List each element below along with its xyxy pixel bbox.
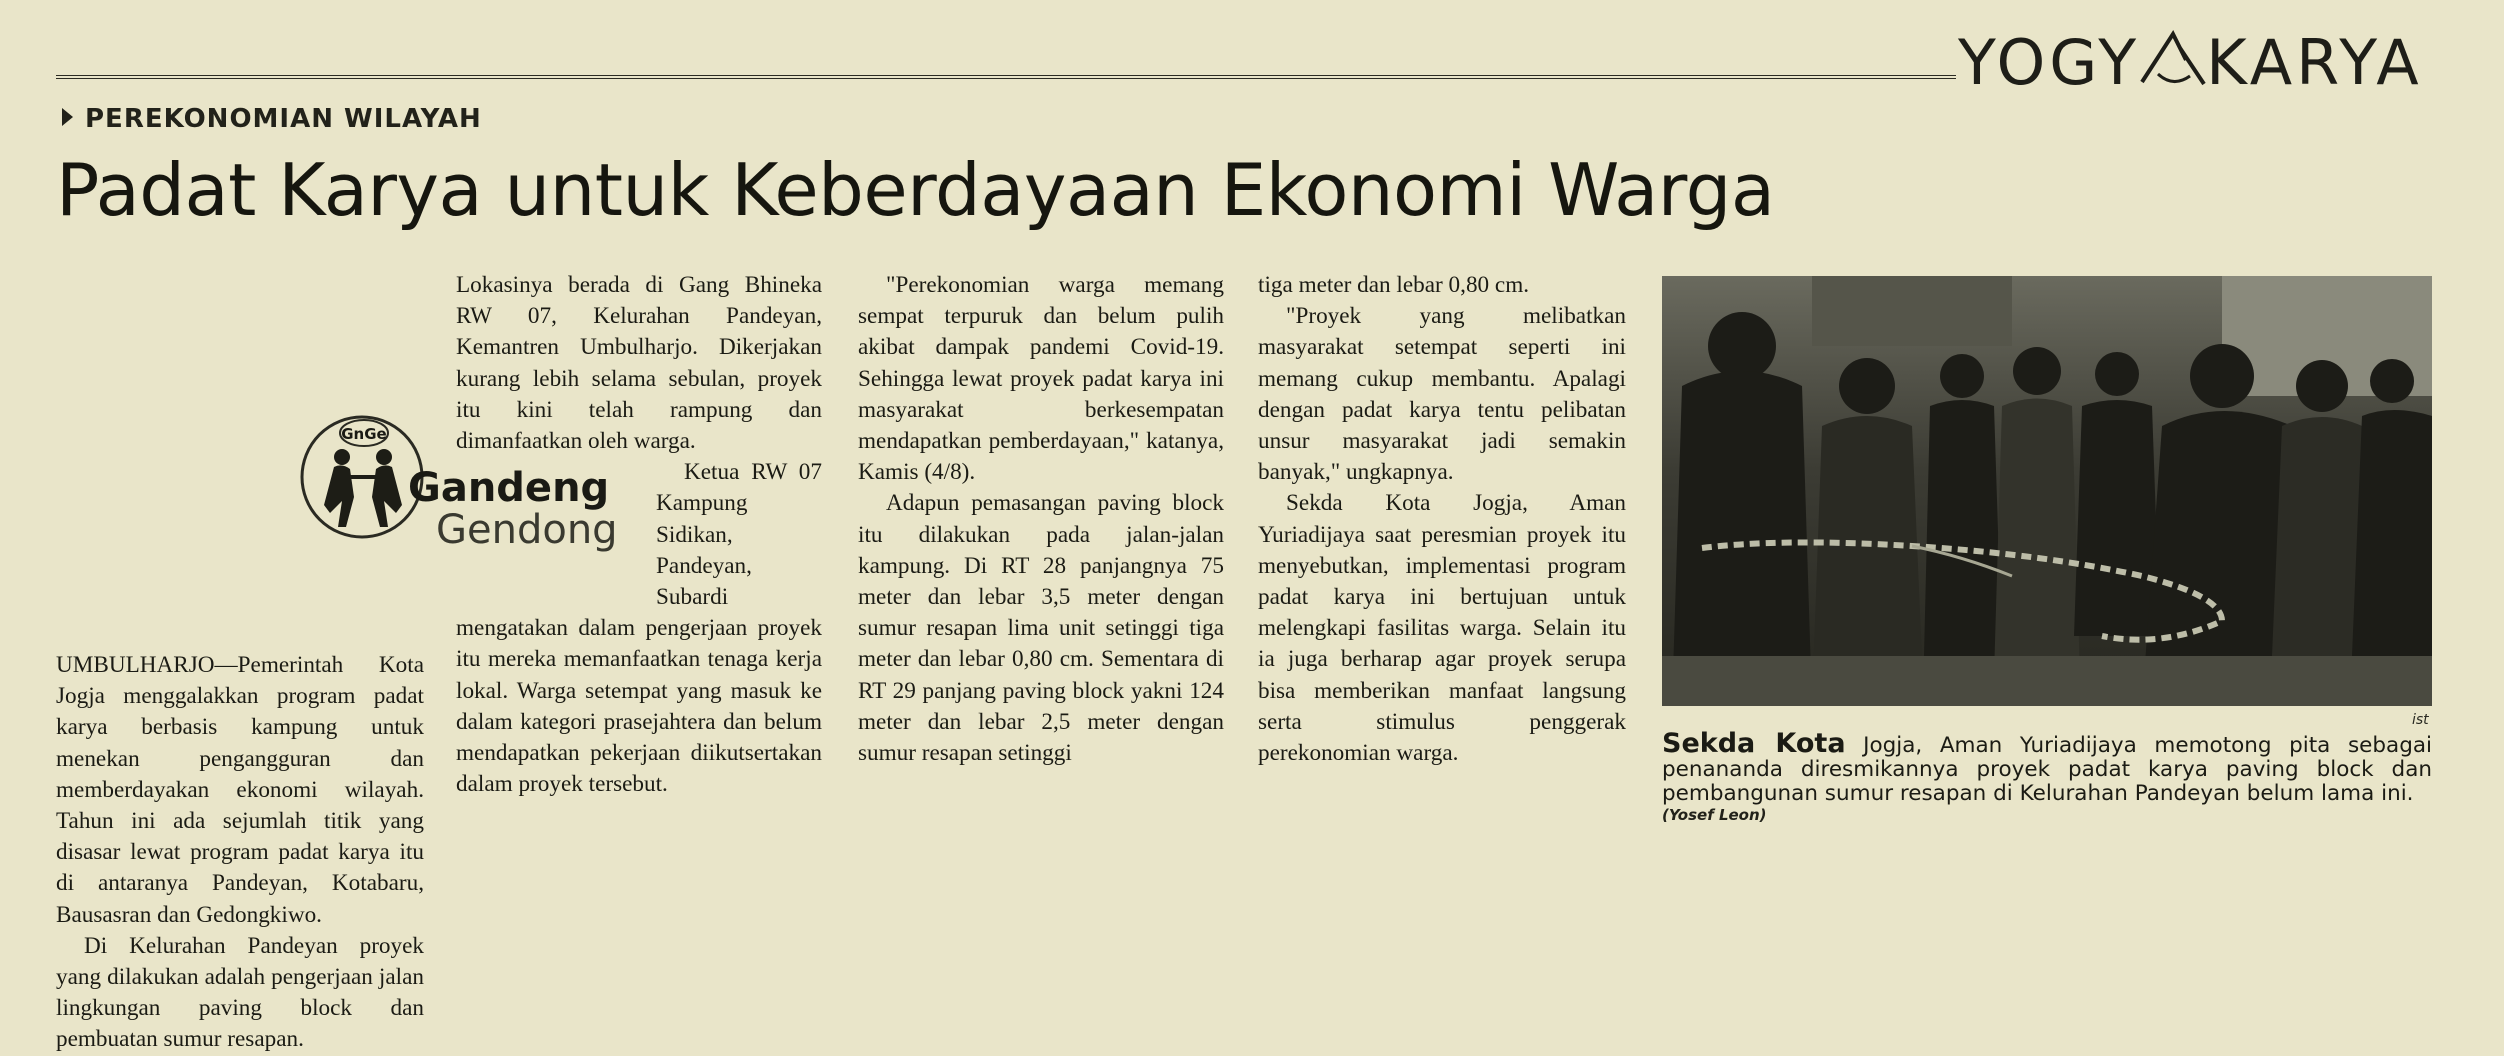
paragraph: tiga meter dan lebar 0,80 cm. — [1258, 272, 1530, 298]
kicker-label: PEREKONOMIAN WILAYAH — [85, 104, 482, 134]
paragraph: Di Kelurahan Pandeyan proyek yang dilakukan adalah pengerjaan jalan lingkungan paving block dan pembuatan sumur resapan. — [56, 932, 424, 1053]
triangle-right-icon — [62, 108, 73, 126]
headline: Padat Karya untuk Keberdayaan Ekonomi Warga — [56, 148, 1775, 232]
ribbon-cutting-photo — [1662, 276, 2432, 706]
paragraph: Lokasinya berada di Gang Bhineka RW 07, Kelurahan Pandeyan, Kemantren Umbulharjo. Dikerjakan kurang lebih selama sebulan, proyek itu kini telah rampung dan dimanfaatkan oleh warga. — [456, 272, 822, 455]
photo-credit: ist — [2412, 712, 2429, 728]
brand-right: KARYA — [2206, 26, 2423, 99]
photo-caption — [1662, 728, 2432, 824]
article-column-3 — [858, 270, 1224, 769]
paragraph: Adapun pemasangan paving block itu dilakukan pada jalan-jalan kampung. Di RT 28 panjangnya 75 meter dan lebar 3,5 meter dengan sumur resapan lima unit setinggi tiga meter dan lebar 0,80 cm. Sementara di RT 29 panjang paving block yakni 124 meter dan lebar 2,5 meter dengan sumur resapan setinggi — [858, 490, 1224, 767]
caption-text: Jogja, Aman Yuriadijaya memotong pita sebagai penananda diresmikannya proyek padat karya paving block dan pembangunan sumur resapan di Kelurahan Pandeyan belum lama ini. — [1662, 733, 2432, 806]
tugu-monument-icon — [2140, 26, 2206, 90]
paragraph: "Perekonomian warga memang sempat terpuruk dan belum pulih akibat dampak pandemi Covid-19. Sehingga lewat proyek padat karya ini masyarakat berkesempatan mendapatkan pemberdayaan," katanya, Kamis (4/8). — [858, 272, 1224, 486]
masthead-brand — [1958, 26, 2423, 99]
brand-left: YOGY — [1958, 26, 2141, 99]
article-column-4 — [1258, 270, 1626, 769]
badge-word-gendong: Gendong — [436, 507, 618, 553]
masthead-rule — [56, 75, 1956, 79]
photo-image — [1662, 276, 2432, 706]
paragraph: "Proyek yang melibatkan masyarakat setempat seperti ini memang cukup membantu. Apalagi dengan padat karya tentu pelibatan unsur masyarakat jadi semakin banyak," ungkapnya. — [1258, 303, 1626, 486]
badge-word-gandeng: Gandeng — [408, 465, 610, 511]
article-column-1 — [56, 270, 424, 1056]
photo-byline: (Yosef Leon) — [1662, 806, 1767, 824]
gandeng-gendong-badge — [300, 395, 630, 565]
svg-text:GnGe: GnGe — [341, 425, 387, 443]
paragraph: Ketua RW 07 Kampung Sidikan, Pandeyan, Subardi mengatakan dalam pengerjaan proyek itu mereka memanfaatkan tenaga kerja lokal. Warga setempat yang masuk ke dalam kategori prasejahtera dan belum mendapatkan pekerjaan diikutsertakan dalam proyek tersebut. — [456, 459, 822, 798]
caption-lead: Sekda Kota — [1662, 728, 1846, 759]
section-kicker — [62, 104, 482, 134]
paragraph: Sekda Kota Jogja, Aman Yuriadijaya saat peresmian proyek itu menyebutkan, implementasi program padat karya ini bertujuan untuk melengkapi fasilitas warga. Selain itu ia juga berharap agar proyek serupa bisa memberikan manfaat langsung serta stimulus penggerak perekonomian warga. — [1258, 490, 1626, 767]
paragraph: UMBULHARJO—Pemerintah Kota Jogja menggalakkan program padat karya berbasis kampung untuk menekan pengangguran dan memberdayakan ekonomi wilayah. Tahun ini ada sejumlah titik yang disasar lewat program padat karya itu di antaranya Pandeyan, Kotabaru, Bausasran dan Gedongkiwo. — [56, 652, 424, 928]
